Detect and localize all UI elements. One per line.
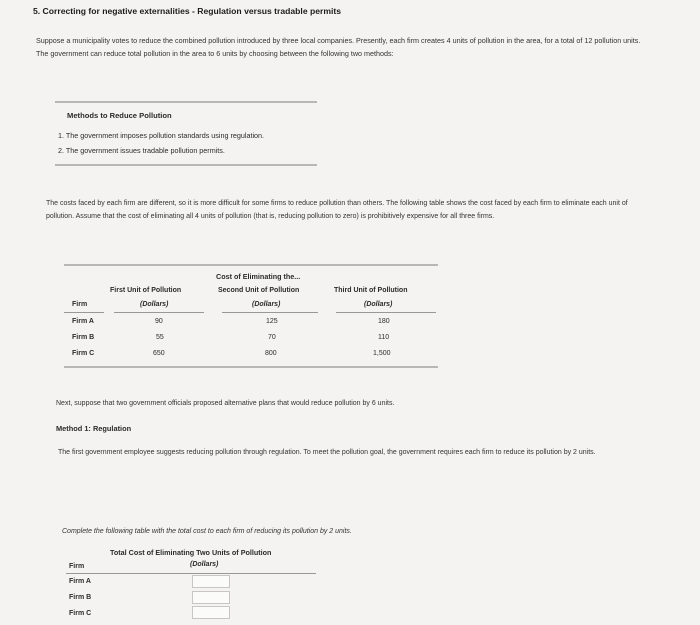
col-unit-first: (Dollars) bbox=[140, 301, 169, 308]
row-firm-c: Firm C bbox=[72, 350, 95, 357]
col-unit-third: (Dollars) bbox=[364, 301, 393, 308]
col-header-third: Third Unit of Pollution bbox=[334, 287, 408, 294]
answer-input-firm-b[interactable] bbox=[192, 591, 230, 604]
costs-paragraph: The costs faced by each firm are different, so it is more difficult for some firms to reduce pollution than others. The following table shows the cost faced by each firm to eliminate each unit of pollution. Assume that the cost of eliminating all 4 units of pollution (that is, reducing pollution to zero) is prohibitively expensive for all three firms. bbox=[46, 200, 628, 220]
methods-list bbox=[58, 128, 264, 158]
divider bbox=[64, 366, 438, 368]
cell-c-third: 1,500 bbox=[373, 350, 391, 357]
method-item-2: 2. The government issues tradable pollution permits. bbox=[58, 146, 225, 155]
question-title: 5. Correcting for negative externalities - Regulation versus tradable permits bbox=[33, 6, 342, 16]
cell-a-third: 180 bbox=[378, 318, 390, 325]
answer-row-firm-b: Firm B bbox=[69, 594, 92, 601]
intro-paragraph: Suppose a municipality votes to reduce the combined pollution introduced by three local companies. Presently, each firm creates 4 units of pollution in the area, for a total of 12 pollution units. The government can reduce total pollution in the area to 6 units by choosing between the following two methods: bbox=[36, 36, 641, 58]
row-firm-b: Firm B bbox=[72, 334, 95, 341]
next-paragraph: Next, suppose that two government officials proposed alternative plans that would reduce pollution by 6 units. bbox=[56, 400, 395, 407]
answer-row-firm-a: Firm A bbox=[69, 578, 91, 585]
answer-row-firm-c: Firm C bbox=[69, 610, 92, 617]
col-header-firm: Firm bbox=[72, 301, 88, 308]
divider bbox=[64, 264, 438, 266]
cell-a-second: 125 bbox=[266, 318, 278, 325]
cell-b-first: 55 bbox=[156, 334, 164, 341]
col-header-first: First Unit of Pollution bbox=[110, 287, 182, 294]
cell-c-second: 800 bbox=[265, 350, 277, 357]
divider bbox=[55, 164, 317, 166]
answer-firm-header: Firm bbox=[69, 563, 85, 570]
method1-paragraph: The first government employee suggests reducing pollution through regulation. To meet the pollution goal, the government requires each firm to reduce its pollution by 2 units. bbox=[58, 449, 596, 456]
answer-input-firm-c[interactable] bbox=[192, 606, 230, 619]
methods-title: Methods to Reduce Pollution bbox=[67, 111, 172, 120]
method1-title: Method 1: Regulation bbox=[56, 424, 132, 433]
method-item-1: 1. The government imposes pollution standards using regulation. bbox=[58, 131, 265, 140]
answer-table-unit: (Dollars) bbox=[190, 561, 219, 568]
col-header-second: Second Unit of Pollution bbox=[218, 287, 300, 294]
cell-b-third: 110 bbox=[378, 334, 390, 341]
col-unit-second: (Dollars) bbox=[252, 301, 281, 308]
complete-instruction: Complete the following table with the total cost to each firm of reducing its pollution by 2 units. bbox=[62, 528, 352, 535]
cell-a-first: 90 bbox=[155, 318, 163, 325]
answer-table-title: Total Cost of Eliminating Two Units of Pollution bbox=[110, 548, 272, 557]
row-firm-a: Firm A bbox=[72, 318, 94, 325]
divider bbox=[55, 101, 317, 103]
answer-input-firm-a[interactable] bbox=[192, 575, 230, 588]
cell-c-first: 650 bbox=[153, 350, 165, 357]
cell-b-second: 70 bbox=[268, 334, 276, 341]
cost-group-header: Cost of Eliminating the... bbox=[216, 272, 301, 281]
